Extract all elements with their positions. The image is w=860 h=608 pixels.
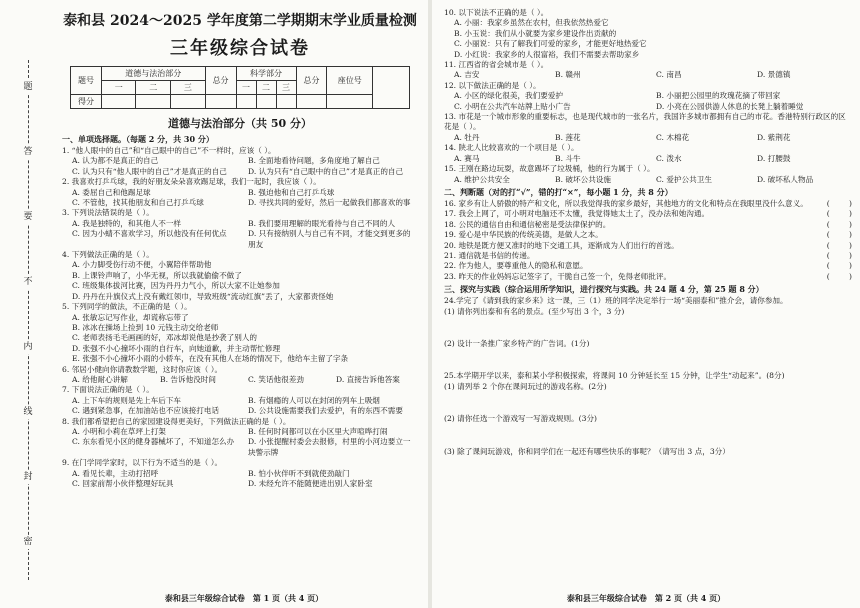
question-stem: 1. “他人眼中的自己”和“自己眼中的自己”不一样时，应该（ ）。: [62, 146, 276, 155]
answer-option[interactable]: C. 南昌: [656, 70, 682, 80]
page-footer: 泰和县三年级综合试卷 第 2 页（共 4 页）: [566, 593, 726, 603]
answer-option[interactable]: A. 小区的绿化很美，我们要爱护: [454, 91, 564, 101]
seal-char: 封: [20, 470, 36, 484]
answer-option[interactable]: D. 未经允许不能随便进出别人家卧室: [248, 479, 373, 488]
answer-option[interactable]: B. 强迫他和自己打乒乓球: [248, 187, 335, 197]
score-cell[interactable]: [276, 95, 296, 109]
answer-option[interactable]: A. 认为都不是真正的自己: [72, 156, 159, 166]
seal-char: 答: [20, 145, 36, 159]
answer-option[interactable]: B. 任何时间都可以在小区里大声喧哗打闹: [248, 426, 388, 436]
seal-char: 线: [20, 405, 36, 419]
question-stem: 12. 以下做法正确的是（ ）。: [444, 80, 541, 90]
answer-option[interactable]: D. 直接告诉他答案: [336, 374, 400, 384]
page-footer: 泰和县三年级综合试卷 第 1 页（共 4 页）: [164, 593, 324, 603]
answer-bracket[interactable]: ( ): [826, 198, 852, 208]
answer-option[interactable]: A. 委屈自己和他踢足球: [72, 187, 151, 197]
answer-bracket[interactable]: ( ): [826, 219, 852, 229]
answer-option[interactable]: D. 景德镇: [757, 70, 791, 80]
answer-area[interactable]: [444, 425, 852, 447]
question-stem: 13. 市花是一个城市形象的重要标志，也是现代城市的一张名片，我国许多城市都拥有自己的市花。香港特别行政区的区花是（ ）。: [444, 112, 846, 132]
question-stem: 11. 江西省的省会城市是（ ）。: [444, 60, 549, 70]
answer-option[interactable]: C. 小丽说：只有了解我们可爱的家乡，才能更好地热爱它: [454, 39, 647, 49]
answer-bracket[interactable]: ( ): [826, 261, 852, 271]
answer-option[interactable]: E. 张强不小心撞坏小雨的小轿车，在没有其他人在场的情况下，他给车主留了字条: [72, 354, 349, 364]
question-list: [444, 8, 852, 185]
question-list: [62, 146, 418, 489]
option-group: [62, 260, 418, 302]
score-table-header: 科学部分: [236, 67, 296, 81]
seal-char: 不: [20, 275, 36, 289]
answer-option[interactable]: C. 泼水: [656, 153, 682, 163]
score-table-header: 座位号: [327, 67, 373, 95]
answer-option[interactable]: B. 斗牛: [555, 153, 581, 163]
answer-option[interactable]: D. 紫荆花: [757, 132, 791, 142]
true-false-statement: 18. 公民的通信自由和通信秘密是受法律保护的。: [444, 219, 611, 229]
answer-option[interactable]: B. 有烟瘾的人可以在封闭的列车上吸烟: [248, 395, 380, 405]
seal-line-margin: [6, 60, 50, 580]
score-table-header: 总分: [296, 67, 327, 95]
question-stem: 5. 下列同学的做法，不正确的是（ ）。: [62, 302, 192, 312]
score-cell[interactable]: [171, 95, 206, 109]
score-table-sub: 三: [276, 81, 296, 95]
part-heading: 一、单项选择题。（每题 2 分，共 30 分）: [62, 134, 214, 144]
true-false-statement: 19. 爱心是中华民族的传统美德，是做人之本。: [444, 230, 603, 240]
true-false-statement: 20. 地铁是既方便又准时的地下交通工具，逐渐成为人们出行的首选。: [444, 240, 679, 250]
answer-bracket[interactable]: ( ): [826, 250, 852, 260]
question-24-1: (1) 请你列出泰和有名的景点。(至少写出 3 个，3 分): [444, 306, 625, 316]
score-cell[interactable]: [136, 95, 171, 109]
score-table-header: 道德与法治部分: [101, 67, 205, 81]
exam-page-2: [432, 0, 860, 608]
answer-option[interactable]: C. 认为只有“他人眼中的自己”才是真正的自己: [72, 166, 227, 176]
answer-option[interactable]: C. 木棉花: [656, 132, 690, 142]
true-false-statement: 22. 作为他人，要尊重他人的隐私和意愿。: [444, 261, 588, 271]
answer-option[interactable]: C. 东东看见小区的健身器械坏了，不知道怎么办: [72, 437, 235, 447]
true-false-item: [444, 251, 852, 261]
question-stem: 3. 下列说法错误的是（ ）。: [62, 208, 154, 218]
score-table-header: 总分: [205, 67, 236, 95]
answer-bracket[interactable]: ( ): [826, 230, 852, 240]
true-false-item: [444, 220, 852, 230]
question-stem: 2. 我喜欢打乒乓球，我的好朋友朵朵喜欢踢足球，我们一起时，我应该（ ）。: [62, 177, 321, 187]
answer-option[interactable]: D. 认为只有“自己眼中的自己”才是真正的自己: [248, 166, 404, 176]
seal-char: 题: [20, 80, 36, 94]
answer-option[interactable]: A. 吉安: [454, 70, 480, 80]
answer-option[interactable]: A. 维护公共安全: [454, 174, 510, 184]
score-cell[interactable]: [236, 95, 256, 109]
option-group: [62, 156, 418, 177]
score-row-label: 得分: [71, 95, 102, 109]
answer-option[interactable]: B. 全面地看待问题，多角度地了解自己: [248, 156, 380, 166]
answer-option[interactable]: B. 破坏公共设施: [555, 174, 611, 184]
answer-option[interactable]: C. 小明在公共汽车站牌上贴小广告: [454, 101, 571, 111]
seal-char: 密: [20, 535, 36, 549]
answer-option[interactable]: D. 丹丹在升旗仪式上没有戴红领巾，导致班级“流动红旗”丢了，大家都责怪她: [72, 291, 334, 301]
answer-option[interactable]: B. 赣州: [555, 70, 581, 80]
page1-content: [62, 8, 418, 489]
true-false-item: [444, 241, 852, 251]
exam-title: 泰和县 2024～2025 学年度第二学期期末学业质量检测: [63, 13, 417, 29]
question-24: 24.学完了《请到我的家乡来》这一课，三（1）班的同学决定举行一场“美丽泰和”推介会，请你参加。: [444, 296, 788, 306]
question-stem: 15. 王刚在路边玩耍，故意踢坏了垃圾桶，他的行为属于（ ）。: [444, 164, 655, 174]
question-25-1: (1) 请列举 2 个你在课间玩过的游戏名称。(2分): [444, 381, 607, 391]
answer-option[interactable]: D. 小亮在公园供游人休息的长凳上躺着睡觉: [656, 101, 804, 111]
option-group: [62, 396, 418, 417]
score-table-header: 题号: [71, 67, 102, 95]
part-heading: 二、判断题（对的打“√”，错的打“×”，每小题 1 分，共 8 分）: [444, 186, 673, 197]
option-group: [444, 18, 852, 60]
answer-option[interactable]: C. 爱护公共卫生: [656, 174, 712, 184]
answer-option[interactable]: B. 小玉说：我们从小就要为家乡建设作出贡献的: [454, 28, 617, 38]
question-24-2: (2) 设计一条推广家乡特产的广告词。(1分): [444, 338, 590, 348]
answer-option[interactable]: B. 告诉他没时间: [160, 374, 216, 384]
option-group: [444, 91, 852, 112]
answer-option[interactable]: C. 遇到紧急事，在加油站也不应该接打电话: [72, 406, 220, 416]
answer-option[interactable]: C. 老师表扬毛毛画画的好，邓冰却说他是抄袭了别人的: [72, 333, 258, 343]
page2-content: [444, 8, 852, 457]
answer-bracket[interactable]: ( ): [826, 209, 852, 219]
answer-option[interactable]: A. 张敏忘记写作业，却谎称忘带了: [72, 312, 189, 322]
true-false-item: [444, 209, 852, 219]
option-group: [62, 188, 418, 209]
option-group: [62, 219, 418, 250]
score-cell[interactable]: [205, 95, 236, 109]
answer-option[interactable]: C. 班级集体拔河比赛，因为丹丹力气小，所以大家不让她参加: [72, 281, 280, 291]
answer-option[interactable]: A. 看见长辈，主动打招呼: [72, 468, 159, 478]
seal-char: 要: [20, 210, 36, 224]
answer-option[interactable]: D. 破坏私人物品: [757, 174, 814, 184]
score-table-sub: 一: [101, 81, 136, 95]
true-false-item: [444, 261, 852, 271]
answer-option[interactable]: D. 张强不小心撞坏小雨的自行车，向她道歉，并主动帮忙修理: [72, 343, 281, 353]
question-stem: 10. 以下说法不正确的是（ ）。: [444, 8, 549, 17]
answer-option[interactable]: B. 小丽把公园里的玫瑰花摘了带回家: [656, 91, 781, 101]
answer-option[interactable]: C. 回家前帮小伙伴整理好玩具: [72, 479, 174, 488]
answer-bracket[interactable]: ( ): [826, 271, 852, 281]
true-false-statement: 21. 通信就是书信的传递。: [444, 250, 535, 260]
score-table: [70, 66, 410, 109]
option-group: [444, 70, 852, 80]
answer-option[interactable]: C. 因为小蜻不喜欢学习，所以他没有任何优点: [72, 229, 227, 239]
option-group: [444, 133, 852, 143]
question-stem: 8. 我们都希望把自己的家园建设得更美好，下列做法正确的是（ ）。: [62, 416, 291, 426]
question-stem: 14. 陕北人比较喜欢的一个项目是（ ）。: [444, 143, 579, 153]
score-cell[interactable]: [256, 95, 276, 109]
question-stem: 4. 下列做法正确的是（ ）。: [62, 250, 154, 260]
answer-option[interactable]: A. 上下车的规则是先上车后下车: [72, 395, 182, 405]
true-false-item: [444, 272, 852, 282]
true-false-item: [444, 230, 852, 240]
answer-option[interactable]: D. 公共设施需要我们去爱护，有的东西不需要: [248, 406, 403, 416]
true-false-statement: 23. 昨天的作业妈妈忘记签字了，干脆自己签一个，免得老师批评。: [444, 271, 672, 281]
answer-option[interactable]: B. 怕小伙伴听不到就使劲敲门: [248, 468, 350, 478]
answer-option[interactable]: A. 给他耐心讲解: [72, 374, 128, 384]
true-false-list: [444, 199, 852, 282]
answer-option[interactable]: B. 我们要用理解的眼光看待与自己不同的人: [248, 218, 396, 228]
answer-option[interactable]: D. 寻找共同的爱好，然后一起做我们都喜欢的事: [248, 198, 411, 208]
question-25: 25.本学期开学以来，泰和某小学积极探索，将课间 10 分钟延长至 15 分钟，让学生“动起来”。(8分): [444, 371, 785, 381]
answer-option[interactable]: D. 打腰鼓: [757, 153, 791, 163]
option-group: [444, 175, 852, 185]
answer-option[interactable]: A. 我是独特的，和其他人不一样: [72, 218, 182, 228]
answer-option[interactable]: D. 小张提醒村委会去报修，村里的小河边要立一块警示牌: [248, 437, 411, 457]
answer-option[interactable]: A. 牡丹: [454, 132, 480, 142]
score-cell[interactable]: [327, 95, 373, 109]
answer-option[interactable]: D. 小红说：我家乡的人很富裕，我们不需要去帮助家乡: [454, 49, 640, 59]
score-table-sub: 二: [256, 81, 276, 95]
answer-option[interactable]: C. 不管他，找其他朋友和自己打乒乓球: [72, 198, 204, 208]
exam-subtitle: 三年级综合试卷: [170, 38, 310, 59]
score-table-sub: 三: [171, 81, 206, 95]
answer-area[interactable]: [444, 349, 852, 371]
score-table-sub: 一: [236, 81, 256, 95]
question-stem: 7. 下面说法正确的是（ ）。: [62, 385, 154, 395]
answer-option[interactable]: A. 小丽：我家乡虽然在农村，但我依然热爱它: [454, 18, 609, 28]
true-false-statement: 16. 家乡有让人骄傲的特产和文化，所以我觉得我的家乡最好，其他地方的文化和特点在我眼里没什么意义。: [444, 198, 808, 208]
answer-bracket[interactable]: ( ): [826, 240, 852, 250]
part-heading: 三、探究与实践（综合运用所学知识，进行探究与实践。共 24 题 4 分，第 25 题 8 分）: [444, 284, 764, 295]
question-25-2: (2) 请你任选一个游戏写一写游戏规则。(3分): [444, 414, 598, 424]
exam-page-1: [0, 0, 428, 608]
seal-char: 内: [20, 340, 36, 354]
seal-dashed-line: [28, 60, 29, 580]
option-group: [62, 313, 418, 365]
answer-option[interactable]: B. 上课铃声响了，小华无视，所以我就偷偷不做了: [72, 270, 242, 280]
question-stem: 6. 邻居小健向你请教数学题，这时你应该（ ）。: [62, 364, 223, 374]
answer-option[interactable]: D. 只有接纳别人与自己有不同，才能交到更多的朋友: [248, 229, 411, 249]
option-group: [62, 469, 418, 490]
true-false-statement: 17. 我会上网了，可小明对电脑还不太懂，我觉得她太土了，没办法和她沟通。: [444, 209, 710, 219]
section-title: 道德与法治部分（共 50 分）: [168, 117, 312, 130]
question-stem: 9. 在门学同学家时，以下行为不适当的是（ ）。: [62, 458, 223, 468]
answer-option[interactable]: A. 小力脚受伤行动不便，小翼陪伴帮助他: [72, 260, 212, 270]
answer-option[interactable]: C. 笑话他很差劲: [248, 374, 304, 384]
option-group: [444, 154, 852, 164]
answer-option[interactable]: A. 赛马: [454, 153, 480, 163]
answer-option[interactable]: B. 莲花: [555, 132, 581, 142]
answer-option[interactable]: A. 小明和小莉在草坪上打架: [72, 426, 166, 436]
true-false-item: [444, 199, 852, 209]
answer-area[interactable]: [444, 317, 852, 339]
question-25-3: (3) 除了课间玩游戏，你和同学们在一起还有哪些快乐的事呢？（请写出 3 点，3分）: [444, 446, 730, 456]
score-cell[interactable]: [296, 95, 327, 109]
answer-option[interactable]: B. 冰冰在操场上捡到 10 元钱主动交给老师: [72, 322, 219, 332]
score-cell[interactable]: [101, 95, 136, 109]
option-group: [62, 375, 418, 385]
seat-number-box[interactable]: [373, 67, 410, 109]
answer-area[interactable]: [444, 392, 852, 414]
score-table-sub: 二: [136, 81, 171, 95]
option-group: [62, 427, 418, 458]
